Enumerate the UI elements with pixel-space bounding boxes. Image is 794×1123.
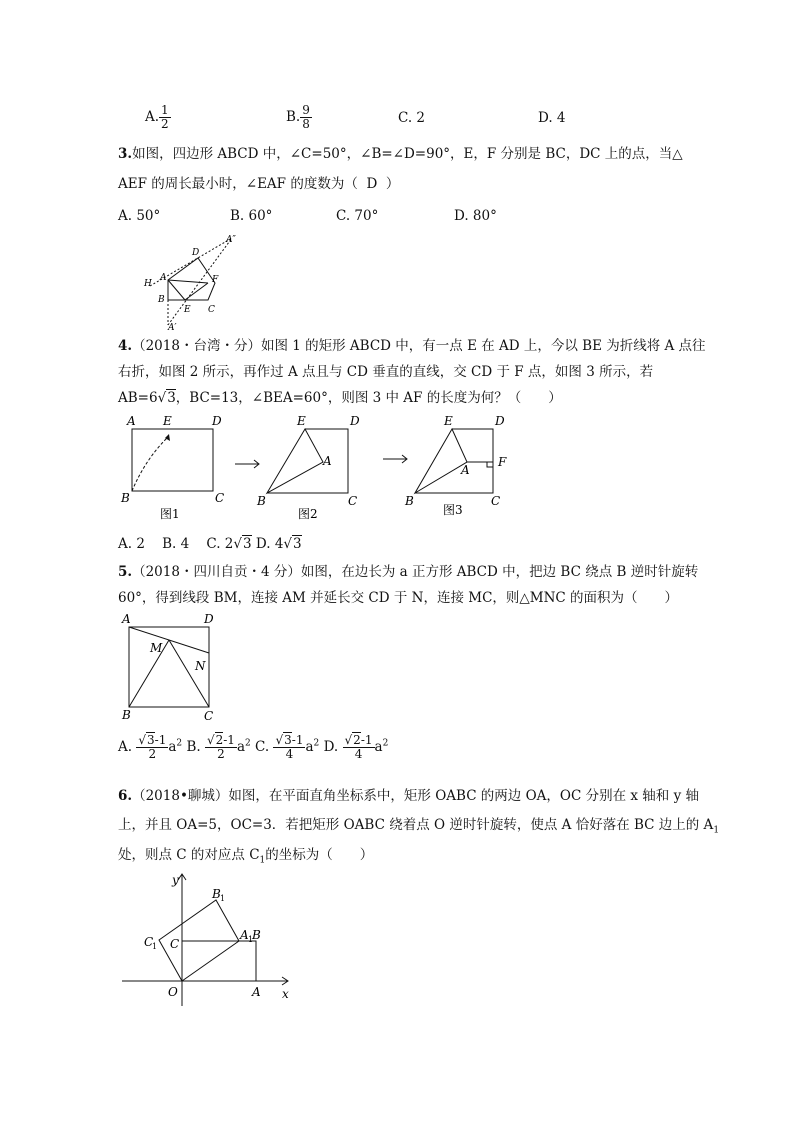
q3-fig-label: E xyxy=(184,305,191,315)
q5-options xyxy=(118,734,388,761)
q4-fig3-label-f: F xyxy=(498,455,507,469)
q6-fig-label-y: y xyxy=(172,873,179,887)
q3-option-b: B. 60° xyxy=(230,208,273,224)
q6-fig-label-c1: C xyxy=(144,935,154,949)
q4-option-a: A. 2 xyxy=(118,536,145,552)
q2-option-d: D. 4 xyxy=(538,110,566,126)
q4-fig3-label-e: E xyxy=(444,414,453,428)
q4-fig1-label-c: C xyxy=(215,491,225,505)
q5-fig-label-a: A xyxy=(122,612,131,626)
q5-fig-label-n: N xyxy=(195,659,206,673)
q3-number: 3. xyxy=(118,146,133,162)
q3-option-d: D. 80° xyxy=(454,208,497,224)
q6-fig-label-x: x xyxy=(282,987,289,1001)
q5-fig-label-c: C xyxy=(204,709,214,723)
q4-fig3-label-d: D xyxy=(495,414,505,428)
q4-figures xyxy=(115,410,505,525)
q5-option-b: B. $\frac{√2-1}{2}$ $a^2$ xyxy=(186,733,251,761)
q3-fig-label: A′ xyxy=(168,323,177,333)
q6-fig-label-b: B xyxy=(252,928,261,942)
q4-fig3-label-c: C xyxy=(491,494,501,508)
q4-fig3-caption: 图3 xyxy=(443,503,463,517)
q4-option-d: D. 4√3 xyxy=(255,536,302,552)
q6-number: 6. xyxy=(118,788,133,804)
q4-fig1-caption: 图1 xyxy=(160,507,180,521)
q6-fig-label-o: O xyxy=(168,985,178,999)
q3-fig-label: B xyxy=(158,295,165,305)
q2-option-a: A. $\frac{1}{2}$ xyxy=(145,103,169,131)
q5-option-a: A. $\frac{√3-1}{2}$ $a^2$ xyxy=(118,733,183,761)
q6-fig-label-a: A xyxy=(252,985,261,999)
q6-line3: 处，则点 C 的对应点 $C_1$的坐标为（ ） xyxy=(118,847,374,866)
q6-fig-label-c: C xyxy=(170,937,180,951)
q4-option-c: C. 2√3 xyxy=(206,536,252,552)
q4-fig1-label-d: D xyxy=(212,414,222,428)
q5-fig-label-d: D xyxy=(204,612,214,626)
q5-line1: 5.（2018・四川自贡・4 分）如图，在边长为 a 正方形 ABCD 中，把边 BC 绕点 B 逆时针旋转 xyxy=(118,564,699,580)
q4-option-b: B. 4 xyxy=(162,536,190,552)
q5-option-c: C. $\frac{√3-1}{4}$ $a^2$ xyxy=(255,733,320,761)
q5-figure xyxy=(118,610,223,725)
q6-fig-label-b1: B xyxy=(212,887,221,901)
q3-option-a: A. 50° xyxy=(118,208,161,224)
q4-number: 4. xyxy=(118,338,133,354)
q4-fig1-label-e: E xyxy=(163,414,172,428)
q4-fig3-label-a: A xyxy=(461,463,470,477)
q4-fig2-label-b: B xyxy=(257,494,266,508)
q4-fig3-label-b: B xyxy=(405,494,414,508)
q3-line2: AEF 的周长最小时，∠EAF 的度数为（ D ） xyxy=(118,176,400,192)
q4-fig2-label-d: D xyxy=(350,414,360,428)
q4-fig2-label-a: A xyxy=(323,454,332,468)
q5-number: 5. xyxy=(118,564,133,580)
q5-fig-label-m: M xyxy=(150,641,163,655)
q6-fig-label-c1-sub: 1 xyxy=(152,942,158,951)
q6-line2: 上，并且 OA=5，OC=3．若把矩形 OABC 绕着点 O 逆时针旋转，使点 A 恰好落在 BC 边上的 $A_1$ xyxy=(118,817,720,836)
q4-fig2-caption: 图2 xyxy=(298,507,318,521)
q6-fig-label-a1-sub: 1 xyxy=(248,935,254,944)
q4-line2: 右折，如图 2 所示，再作过 A 点且与 CD 垂直的直线，交 CD 于 F 点，如图 3 所示，若 xyxy=(118,364,654,380)
q3-answer: D xyxy=(366,176,378,192)
q6-fig-label-a1: A xyxy=(240,928,249,942)
q2-option-c: C. 2 xyxy=(398,110,426,126)
q3-fig-label: C xyxy=(208,305,215,315)
q4-options xyxy=(118,534,302,554)
q6-line1: 6.（2018•聊城）如图，在平面直角坐标系中，矩形 OABC 的两边 OA，OC 分别在 x 轴和 y 轴 xyxy=(118,788,700,804)
q3-option-c: C. 70° xyxy=(336,208,379,224)
q3-fig-label: D xyxy=(192,248,200,258)
q3-line1: 3.如图，四边形 ABCD 中，∠C=50°，∠B=∠D=90°，E，F 分别是 BC，DC 上的点，当△ xyxy=(118,146,683,162)
q5-option-d: D. $\frac{√2-1}{4}$ $a^2$ xyxy=(323,733,389,761)
q4-fig1-label-b: B xyxy=(121,491,130,505)
q3-fig-label: A xyxy=(160,273,167,283)
q4-line3: AB=6√3，BC=13，∠BEA=60°，则图 3 中 AF 的长度为何？（ ） xyxy=(118,390,562,406)
q5-line2: 60°，得到线段 BM，连接 AM 并延长交 CD 于 N，连接 MC，则△MNC 的面积为（ ） xyxy=(118,590,679,606)
q6-figure xyxy=(118,866,308,1006)
q3-figure xyxy=(140,230,240,335)
q3-fig-label: H xyxy=(144,279,152,289)
q2-option-b: B. $\frac{9}{8}$ xyxy=(286,103,310,131)
q4-fig2-label-c: C xyxy=(348,494,358,508)
q4-fig1-label-a: A xyxy=(127,414,136,428)
q4-fig2-label-e: E xyxy=(297,414,306,428)
q6-fig-label-b1-sub: 1 xyxy=(220,894,226,903)
q5-fig-label-b: B xyxy=(122,708,131,722)
q3-fig-label: F xyxy=(212,275,219,285)
q3-fig-label: A″ xyxy=(226,235,236,245)
q4-line1: 4.（2018・台湾・分）如图 1 的矩形 ABCD 中，有一点 E 在 AD 上，今以 BE 为折线将 A 点往 xyxy=(118,338,706,354)
